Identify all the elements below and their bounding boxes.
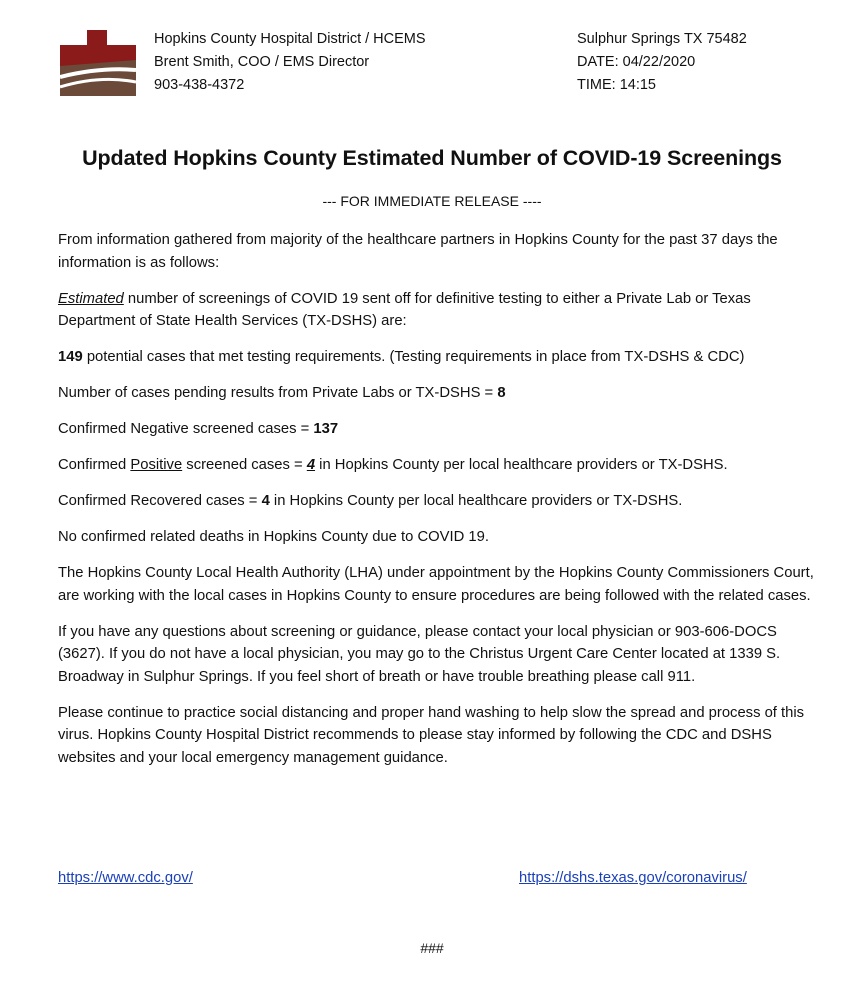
cdc-link[interactable]: https://www.cdc.gov/ [58,870,193,886]
location: Sulphur Springs TX 75482 [577,31,747,47]
positive-count: 4 [306,457,316,473]
negative-paragraph [58,418,818,441]
estimated-word: Estimated [58,290,124,307]
dshs-link[interactable]: https://dshs.texas.gov/coronavirus/ [519,870,747,886]
end-mark: ### [420,940,444,956]
medical-cross-road-logo-icon [60,30,136,96]
lha-paragraph: The Hopkins County Local Health Authority (LHA) under appointment by the Hopkins County Commissioners Court, are working with the local cases in Hopkins County to ensure procedures are being followed with the related cases. [58,565,814,604]
document-body [58,229,818,783]
estimated-paragraph [58,288,818,333]
release-notice: --- FOR IMMEDIATE RELEASE ---- [322,193,542,209]
estimated-text: number of screenings of COVID 19 sent off for definitive testing to either a Private Lab or Texas Department of State Health Services (TX-DSHS) are: [58,290,751,329]
contact-person: Brent Smith, COO / EMS Director [154,54,370,70]
header-organization [154,28,426,97]
pending-count: 8 [497,385,506,401]
deaths-paragraph: No confirmed related deaths in Hopkins County due to COVID 19. [58,529,489,545]
recovered-post-text: in Hopkins County per local healthcare providers or TX-DSHS. [269,493,683,509]
time: TIME: 14:15 [577,77,656,93]
potential-count: 149 [58,349,83,365]
pending-text: Number of cases pending results from Private Labs or TX-DSHS = [58,385,498,401]
recovered-paragraph [58,490,818,513]
positive-word: Positive [130,457,183,473]
header-info [577,28,747,97]
phone-number: 903-438-4372 [154,77,245,93]
positive-pre-text: Confirmed [58,457,131,473]
positive-mid-text: screened cases = [182,457,307,473]
recovered-count: 4 [261,493,270,509]
potential-text: potential cases that met testing requirements. (Testing requirements in place from TX-DSHS & CDC) [82,349,745,365]
positive-post-text: in Hopkins County per local healthcare providers or TX-DSHS. [315,457,728,473]
intro-paragraph: From information gathered from majority of the healthcare partners in Hopkins County for the past 37 days the information is as follows: [58,232,778,271]
pending-paragraph [58,382,818,405]
links-row [58,870,778,886]
recovered-pre-text: Confirmed Recovered cases = [58,493,262,509]
questions-paragraph: If you have any questions about screening or guidance, please contact your local physician or 903-606-DOCS (3627). If you do not have a local physician, you may go to the Christus Urgent Care Center located at 1339 S. Broadway in Sulphur Springs. If you feel short of breath or have trouble breathing please call 911. [58,623,781,685]
closing-paragraph: Please continue to practice social distancing and proper hand washing to help slow the spread and process of this virus. Hopkins County Hospital District recommends to please stay informed by following the CDC and DSHS websites and your local emergency management guidance. [58,704,805,766]
org-name: Hopkins County Hospital District / HCEMS [154,31,426,47]
document-title: Updated Hopkins County Estimated Number of COVID-19 Screenings [82,146,782,170]
positive-paragraph [58,454,818,477]
date: DATE: 04/22/2020 [577,54,696,70]
negative-count: 137 [313,421,339,437]
potential-cases-paragraph [58,346,818,369]
negative-text: Confirmed Negative screened cases = [58,421,314,437]
